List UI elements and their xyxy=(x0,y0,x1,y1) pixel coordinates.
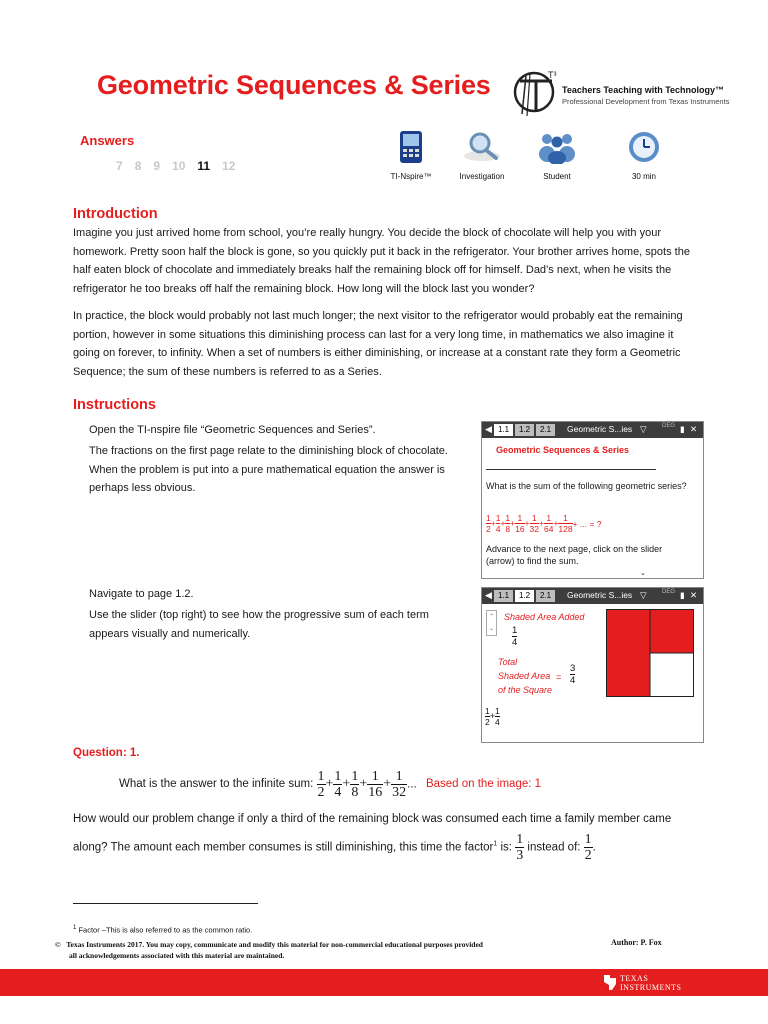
t3-mark: T³ xyxy=(548,70,557,80)
factor-one-third: $\frac{1}{3}$ xyxy=(516,832,524,863)
slider-up-arrow-icon[interactable]: ⌃ xyxy=(488,614,495,620)
followup-line-1: How would our problem change if only a third of the remaining block was consumed each time a family member came xyxy=(73,813,672,825)
copyright-notice xyxy=(55,940,483,961)
tab-scroll-left-icon[interactable]: ◀ xyxy=(485,590,492,600)
series-term: $\frac{1}{8}$ xyxy=(505,513,511,534)
tinspire-label: TI-Nspire™ xyxy=(390,172,432,181)
factor-one-half: $\frac{1}{2}$ xyxy=(584,832,592,863)
series-term: $\frac{1}{128}$ xyxy=(558,513,573,534)
tab-2-1[interactable]: 2.1 xyxy=(536,590,555,602)
unit-square-diagram xyxy=(606,609,694,697)
clock-icon xyxy=(627,130,661,164)
total-shaded-label xyxy=(498,655,552,697)
instruction-step-1b: The fractions on the first page relate to the diminishing block of chocolate. When the problem is put into a pure mathematical equation the answer is perhaps less obvious. xyxy=(89,445,448,494)
question-1-row: What is the answer to the infinite sum: $\frac{1}{2}$ + $\frac{1}{4}$ + $\frac{1}{8}$ + $\frac{1}{16}$ + $\frac{1}{32}$ ... Based on the image: 1 xyxy=(119,769,542,800)
calculator-toolbar xyxy=(482,588,703,604)
footnote-reference[interactable]: 1 xyxy=(493,840,498,848)
series-expression: $\frac{1}{2}$ + $\frac{1}{4}$ + $\frac{1}{8}$ + $\frac{1}{16}$ + $\frac{1}{32}$ + $\frac{1}{64}$ + $\frac{1}{128}$ + ... = ? xyxy=(486,513,602,534)
rad-indicator-icon: DEG xyxy=(662,589,676,595)
page-link-12[interactable]: 12 xyxy=(222,159,236,173)
added-denominator: 4 xyxy=(512,637,518,648)
shaded-quarter xyxy=(650,609,694,653)
duration-label: 30 min xyxy=(631,172,656,181)
question-1-answer: Based on the image: 1 xyxy=(425,778,542,791)
student-badge xyxy=(517,130,597,181)
followup-period: . xyxy=(592,841,596,854)
tab-1-1[interactable]: 1.1 xyxy=(494,590,513,602)
duration-badge xyxy=(604,130,684,181)
series-term: $\frac{1}{4}$ xyxy=(495,513,501,534)
total-label-line-1: Total xyxy=(498,657,518,667)
investigation-label: Investigation xyxy=(459,172,505,181)
document-name: Geometric S...ies xyxy=(567,590,633,600)
footnote-separator xyxy=(73,903,258,904)
scroll-down-icon[interactable]: ⌄ xyxy=(640,570,646,577)
t3-logo-icon xyxy=(508,62,568,122)
total-fraction xyxy=(570,663,575,686)
slider-down-arrow-icon[interactable]: ⌄ xyxy=(488,626,495,632)
tab-1-2[interactable]: 1.2 xyxy=(515,590,534,602)
followup-text-a: along? The amount each member consumes is still diminishing, this time the factor xyxy=(73,841,494,854)
footer-bar xyxy=(0,969,768,996)
shaded-half xyxy=(606,609,650,697)
sum-term: $\frac{1}{4}$ xyxy=(334,769,342,800)
page-title: Geometric Sequences & Series xyxy=(97,70,491,100)
page-link-7[interactable]: 7 xyxy=(116,159,123,173)
series-tail: + ... = ? xyxy=(572,518,602,529)
followup-text-c: instead of: xyxy=(527,841,581,854)
tinspire-badge xyxy=(371,130,451,181)
logo-tagline: Teachers Teaching with Technology™ xyxy=(562,85,725,95)
footnote xyxy=(73,925,252,935)
rad-indicator-icon: DEG xyxy=(662,423,676,429)
tab-1-1[interactable]: 1.1 xyxy=(494,424,513,436)
close-icon[interactable]: ✕ xyxy=(690,590,698,600)
series-term: $\frac{1}{16}$ xyxy=(515,513,525,534)
total-equals-sign: = xyxy=(556,672,562,682)
student-label: Student xyxy=(543,172,571,181)
instruction-step-2b: Use the slider (top right) to see how the progressive sum of each term appears visually and numerically. xyxy=(89,609,429,640)
introduction-heading: Introduction xyxy=(73,206,158,222)
calculator-icon xyxy=(399,130,423,164)
introduction-paragraph-1: Imagine you just arrived home from school, you’re really hungry. You decide the block of chocolate will help you with your homework. Pretty soon half the block is gone, so you quickly put it back in the refrigerator. Your brother arrives home, spots the half eaten block of chocolate and immediately breaks half the remaining block off for himself. Dad’s next, when he visits the refrigerator he too breaks off half the remaining block. How long will the block last you wonder? xyxy=(73,227,690,295)
tab-scroll-left-icon[interactable]: ◀ xyxy=(485,424,492,434)
instructions-heading: Instructions xyxy=(73,397,156,413)
question-1-label: Question: 1. xyxy=(73,747,140,759)
magnifier-icon xyxy=(462,130,502,164)
document-name: Geometric S...ies xyxy=(567,424,633,434)
shaded-area-added-label: Shaded Area Added xyxy=(504,612,585,622)
added-fraction xyxy=(512,625,517,648)
battery-icon: ▮ xyxy=(680,590,685,600)
question-1-prompt: What is the answer to the infinite sum: xyxy=(119,778,314,791)
answers-label: Answers xyxy=(80,133,135,148)
sum-term: $\frac{1}{8}$ xyxy=(351,769,359,800)
introduction-paragraph-2: In practice, the block would probably not last much longer; the next visitor to the refrigerator would probably eat the remaining portion, however in some situations this diminishing process can last for a very long time, in mathematics we also imagine it going on forever, to infinity. When a set of numbers is either diminishing, or increase at a constant rate they form a Geometric Sequence; the sum of these numbers is referred to as a Series. xyxy=(73,310,683,378)
total-numerator: 3 xyxy=(570,663,576,674)
calculator-toolbar xyxy=(482,422,703,438)
page-link-8[interactable]: 8 xyxy=(134,159,142,173)
document-menu-icon[interactable]: ▽ xyxy=(640,424,647,434)
document-menu-icon[interactable]: ▽ xyxy=(640,590,647,600)
heading-divider xyxy=(486,469,656,470)
texas-instruments-wordmark: TEXAS INSTRUMENTS xyxy=(620,974,682,992)
series-term: $\frac{1}{2}$ xyxy=(486,513,491,534)
sum-ellipsis: ... xyxy=(407,778,417,791)
students-icon xyxy=(537,130,577,164)
screen-advance-text: Advance to the next page, click on the slider (arrow) to find the sum. xyxy=(486,544,663,566)
page-link-9[interactable]: 9 xyxy=(153,159,161,173)
progressive-sum: $\frac{1}{2}$ + $\frac{1}{4}$ xyxy=(485,706,500,727)
calculator-screen-1-2 xyxy=(481,587,704,743)
page-navigation xyxy=(116,159,247,173)
instruction-step-1a: Open the TI-nspire file “Geometric Sequences and Series”. xyxy=(89,424,376,436)
slider-control[interactable] xyxy=(486,610,497,636)
series-term: $\frac{1}{64}$ xyxy=(543,513,554,534)
total-label-line-3: of the Square xyxy=(498,685,553,695)
sum-term: $\frac{1}{2}$ xyxy=(317,769,325,800)
sum-term: $\frac{1}{32}$ xyxy=(392,769,407,800)
screen-heading: Geometric Sequences & Series xyxy=(496,445,630,455)
page-link-11[interactable]: 11 xyxy=(197,159,211,173)
followup-line-2 xyxy=(73,832,596,863)
page-link-10[interactable]: 10 xyxy=(172,159,186,173)
followup-text-b: is: xyxy=(500,841,512,854)
sum-term: $\frac{1}{16}$ xyxy=(368,769,383,800)
total-denominator: 4 xyxy=(570,675,576,686)
investigation-badge xyxy=(442,130,522,181)
logo-subtitle: Professional Development from Texas Instruments xyxy=(562,97,730,106)
copyright-symbol: © xyxy=(55,940,61,949)
total-label-line-2: Shaded Area xyxy=(498,671,551,681)
footnote-text: Factor –This is also referred to as the common ratio. xyxy=(78,925,253,935)
copyright-line-1: Texas Instruments 2017. You may copy, communicate and modify this material for non-commercial educational purposes provided xyxy=(66,940,483,949)
added-numerator: 1 xyxy=(512,625,518,636)
close-icon[interactable]: ✕ xyxy=(690,424,698,434)
tab-2-1[interactable]: 2.1 xyxy=(536,424,555,436)
copyright-line-2: all acknowledgements associated with this material are maintained. xyxy=(69,950,285,960)
tab-1-2[interactable]: 1.2 xyxy=(515,424,534,436)
texas-instruments-logo-icon xyxy=(603,974,617,991)
battery-icon: ▮ xyxy=(680,424,685,434)
author: Author: P. Fox xyxy=(611,938,662,947)
screen-question: What is the sum of the following geometric series? xyxy=(486,481,687,491)
instruction-step-2a: Navigate to page 1.2. xyxy=(89,588,194,600)
calculator-screen-1-1 xyxy=(481,421,704,579)
series-term: $\frac{1}{32}$ xyxy=(529,513,540,534)
footnote-number: 1 xyxy=(73,925,77,931)
